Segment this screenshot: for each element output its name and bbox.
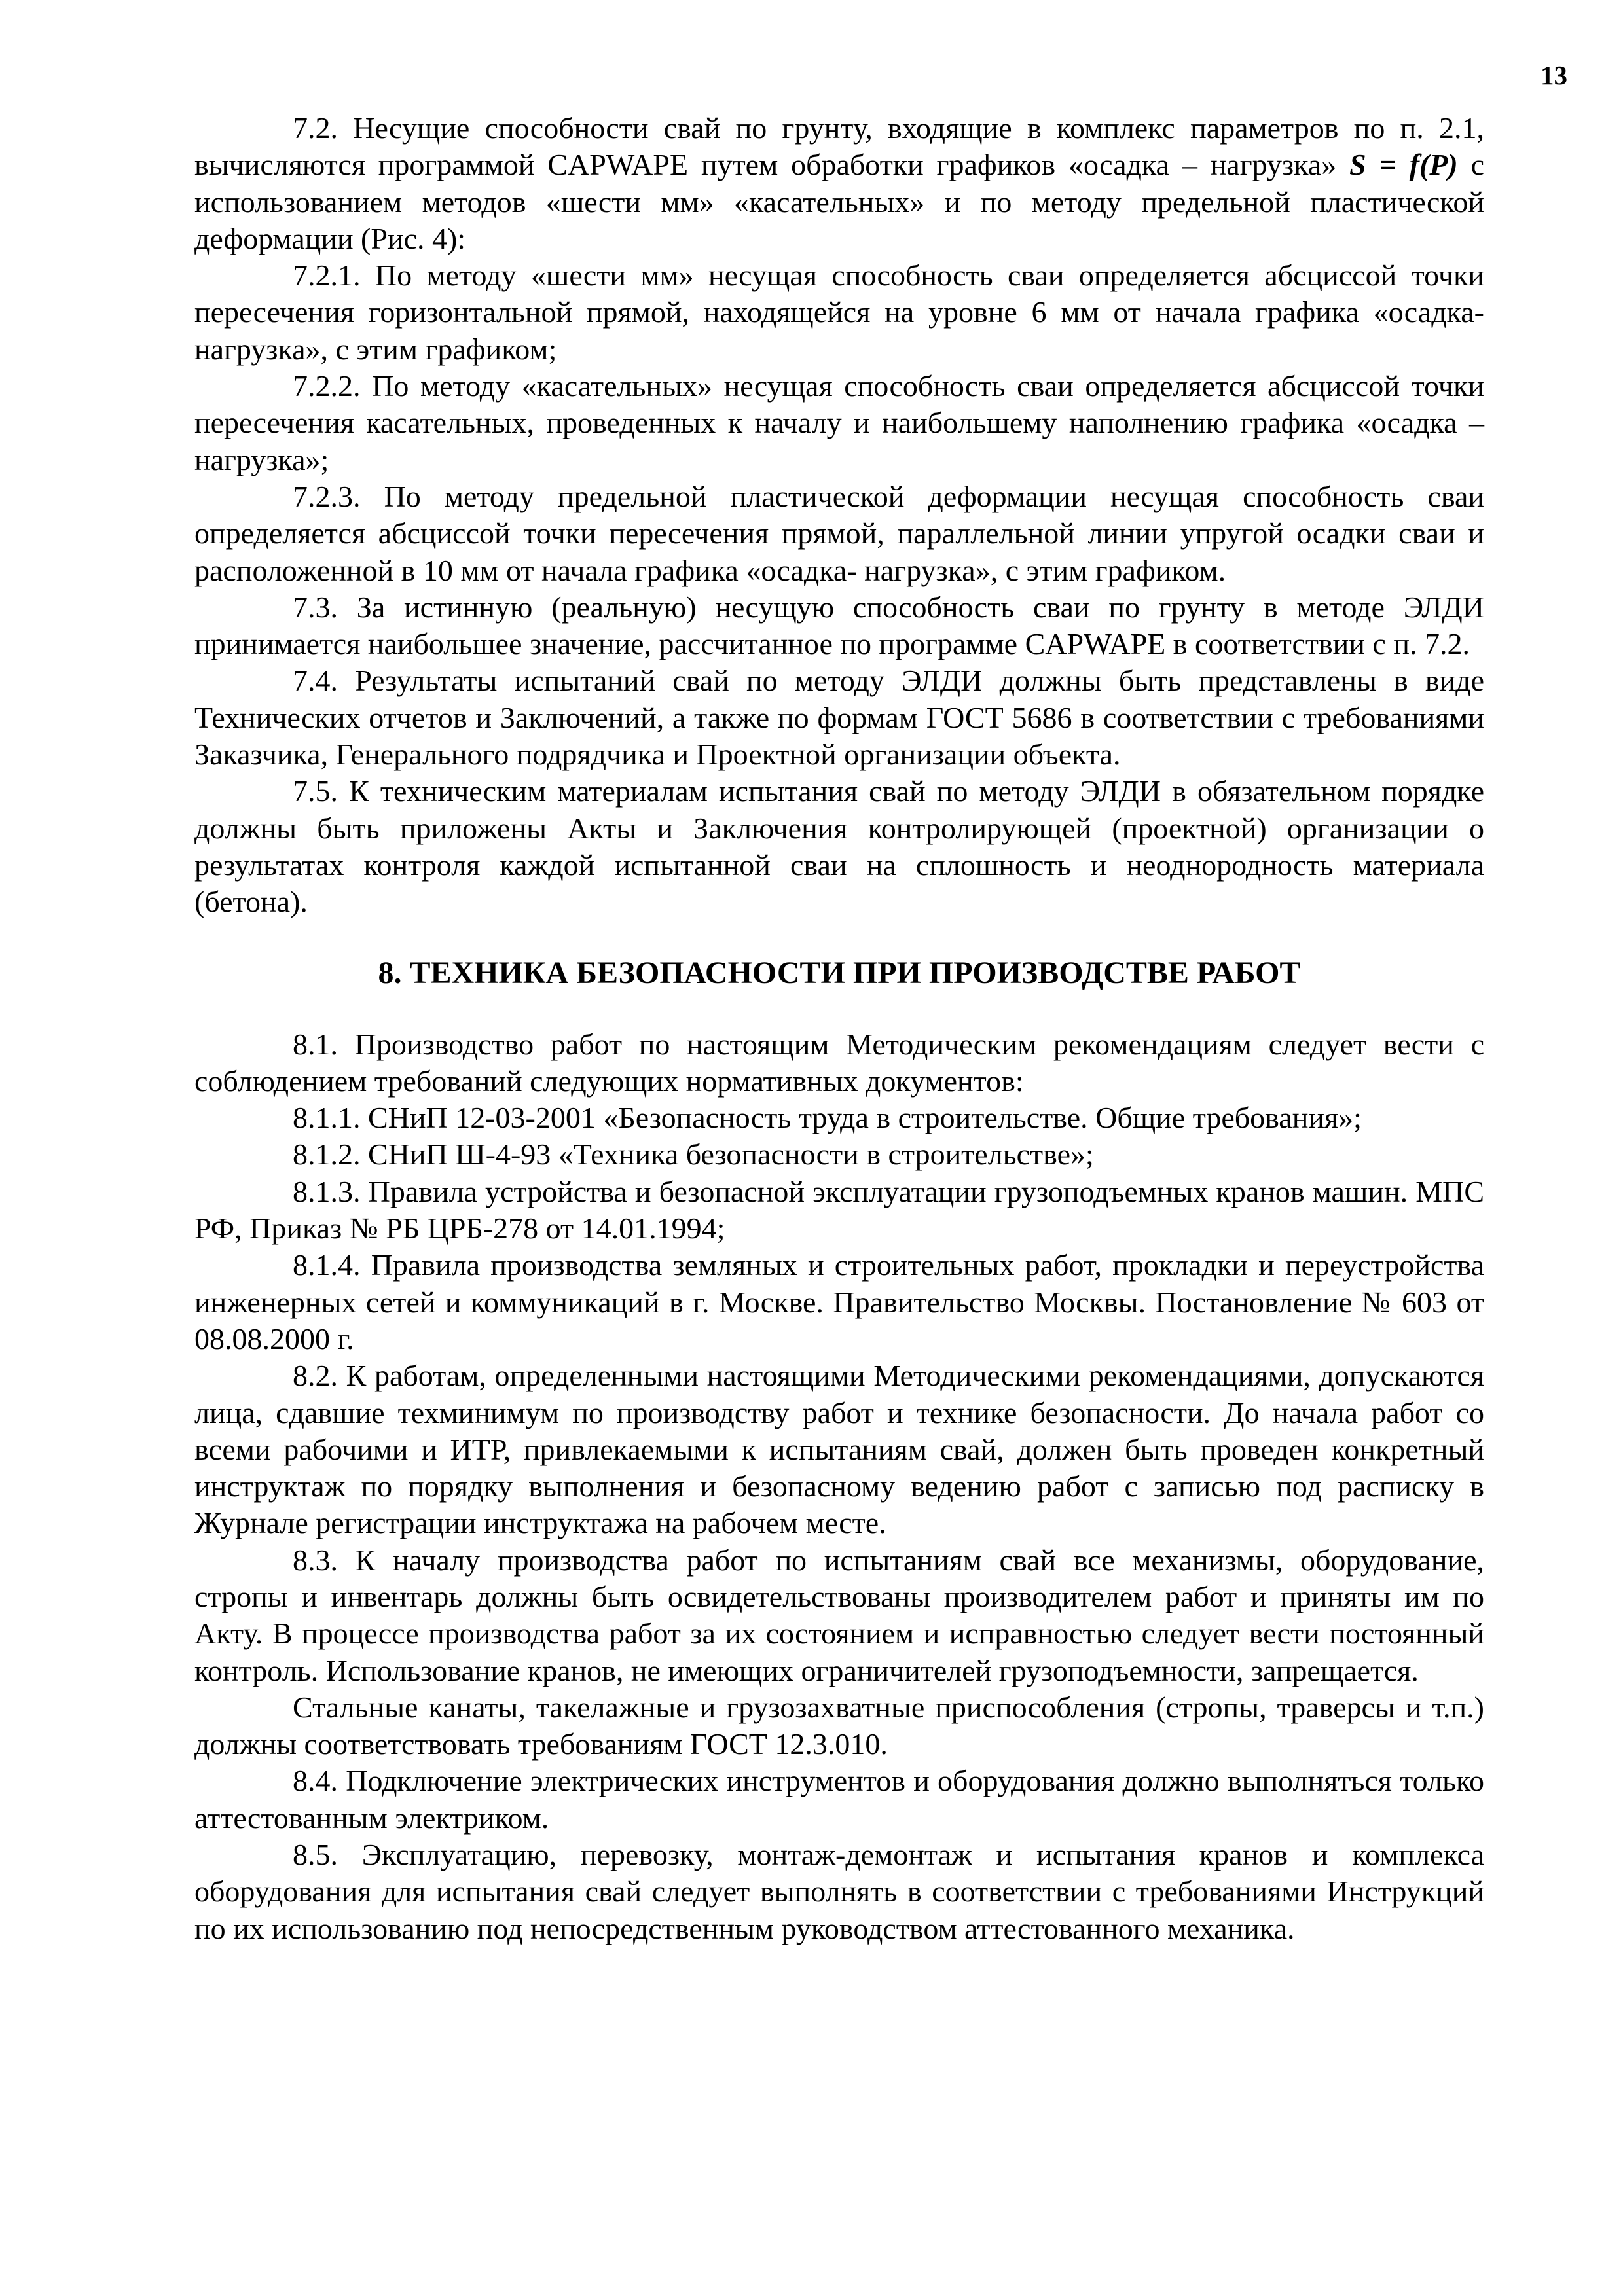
formula-s-f-p: S = f(P) xyxy=(1349,148,1458,182)
paragraph-8-2: 8.2. К работам, определенными настоящими Методическими рекомендациями, допускаются лица, сдавшие техминимум по производству работ и технике безопасности. До начала работ со всеми рабочими и ИТР, привлекаемыми к испытаниям свай, должен быть проведен конкретный инструктаж по порядку выполнения и безопасному ведению работ с записью под расписку в Журнале регистрации инструктажа на рабочем месте. xyxy=(194,1359,1484,1540)
paragraph-7-2-3: 7.2.3. По методу предельной пластической деформации несущая способность сваи определяется абсциссой точки пересечения прямой, параллельной линии упругой осадки сваи и расположенной в 10 мм от начала графика «осадка- нагрузка», с этим графиком. xyxy=(194,479,1484,587)
page-number: 13 xyxy=(1541,60,1567,90)
paragraph-8-3-ropes: Стальные канаты, такелажные и грузозахватные приспособления (стропы, траверсы и т.п.) должны соответствовать требованиям ГОСТ 12.3.010. xyxy=(194,1690,1484,1761)
paragraph-7-2-1: 7.2.1. По методу «шести мм» несущая способность сваи определяется абсциссой точки пересечения горизонтальной прямой, находящейся на уровне 6 мм от начала графика «осадка- нагрузка», с этим графиком; xyxy=(194,259,1484,366)
paragraph-8-4: 8.4. Подключение электрических инструментов и оборудования должно выполняться только аттестованным электриком. xyxy=(194,1764,1484,1835)
paragraph-8-1-2: 8.1.2. СНиП Ш-4-93 «Техника безопасности в строительстве»; xyxy=(293,1138,1094,1172)
paragraph-8-3: 8.3. К началу производства работ по испытаниям свай все механизмы, оборудование, стропы и инвентарь должны быть освидетельствованы производителем работ и приняты им по Акту. В процессе производства работ за их состоянием и исправностью следует вести постоянный контроль. Использование кранов, не имеющих ограничителей грузоподъемности, запрещается. xyxy=(194,1543,1484,1687)
paragraph-7-3: 7.3. За истинную (реальную) несущую способность сваи по грунту в методе ЭЛДИ принимается наибольшее значение, рассчитанное по программе CAPWAPE в соответствии с п. 7.2. xyxy=(194,590,1484,661)
paragraph-8-1: 8.1. Производство работ по настоящим Методическим рекомендациям следует вести с соблюдением требований следующих нормативных документов: xyxy=(194,1027,1484,1098)
paragraph-7-2-2: 7.2.2. По методу «касательных» несущая способность сваи определяется абсциссой точки пересечения касательных, проведенных к началу и наибольшему наполнению графика «осадка – нагрузка»; xyxy=(194,369,1484,476)
paragraph-8-5: 8.5. Эксплуатацию, перевозку, монтаж-демонтаж и испытания кранов и комплекса оборудования для испытания свай следует выполнять в соответствии с требованиями Инструкций по их использованию под непосредственным руководством аттестованного механика. xyxy=(194,1838,1484,1945)
paragraph-8-1-4: 8.1.4. Правила производства земляных и строительных работ, прокладки и переустройства инженерных сетей и коммуникаций в г. Москве. Правительство Москвы. Постановление № 603 от 08.08.2000 г. xyxy=(194,1248,1484,1355)
paragraph-7-5: 7.5. К техническим материалам испытания свай по методу ЭЛДИ в обязательном порядке должны быть приложены Акты и Заключения контролирующей (проектной) организации о результатах контроля каждой испытанной сваи на сплошность и неоднородность материала (бетона). xyxy=(194,774,1484,919)
page-body xyxy=(194,110,1484,1947)
paragraph-8-1-3: 8.1.3. Правила устройства и безопасной эксплуатации грузоподъемных кранов машин. МПС РФ, Приказ № РБ ЦРБ-278 от 14.01.1994; xyxy=(194,1174,1484,1246)
paragraph-8-1-1: 8.1.1. СНиП 12-03-2001 «Безопасность труда в строительстве. Общие требования»; xyxy=(293,1101,1362,1135)
section-8-heading: 8. ТЕХНИКА БЕЗОПАСНОСТИ ПРИ ПРОИЗВОДСТВЕ РАБОТ xyxy=(378,955,1301,990)
paragraph-7-4: 7.4. Результаты испытаний свай по методу ЭЛДИ должны быть представлены в виде Технических отчетов и Заключений, а также по формам ГОСТ 5686 в соответствии с требованиями Заказчика, Генерального подрядчика и Проектной организации объекта. xyxy=(194,664,1484,772)
paragraph-7-2: 7.2. Несущие способности свай по грунту, входящие в комплекс параметров по п. 2.1, вычисляются программой CAPWAPE путем обработки графиков «осадка – нагрузка» S = f(P) с использованием методов «шести мм» «касательных» и по методу предельной пластической деформации (Рис. 4): xyxy=(194,111,1484,255)
